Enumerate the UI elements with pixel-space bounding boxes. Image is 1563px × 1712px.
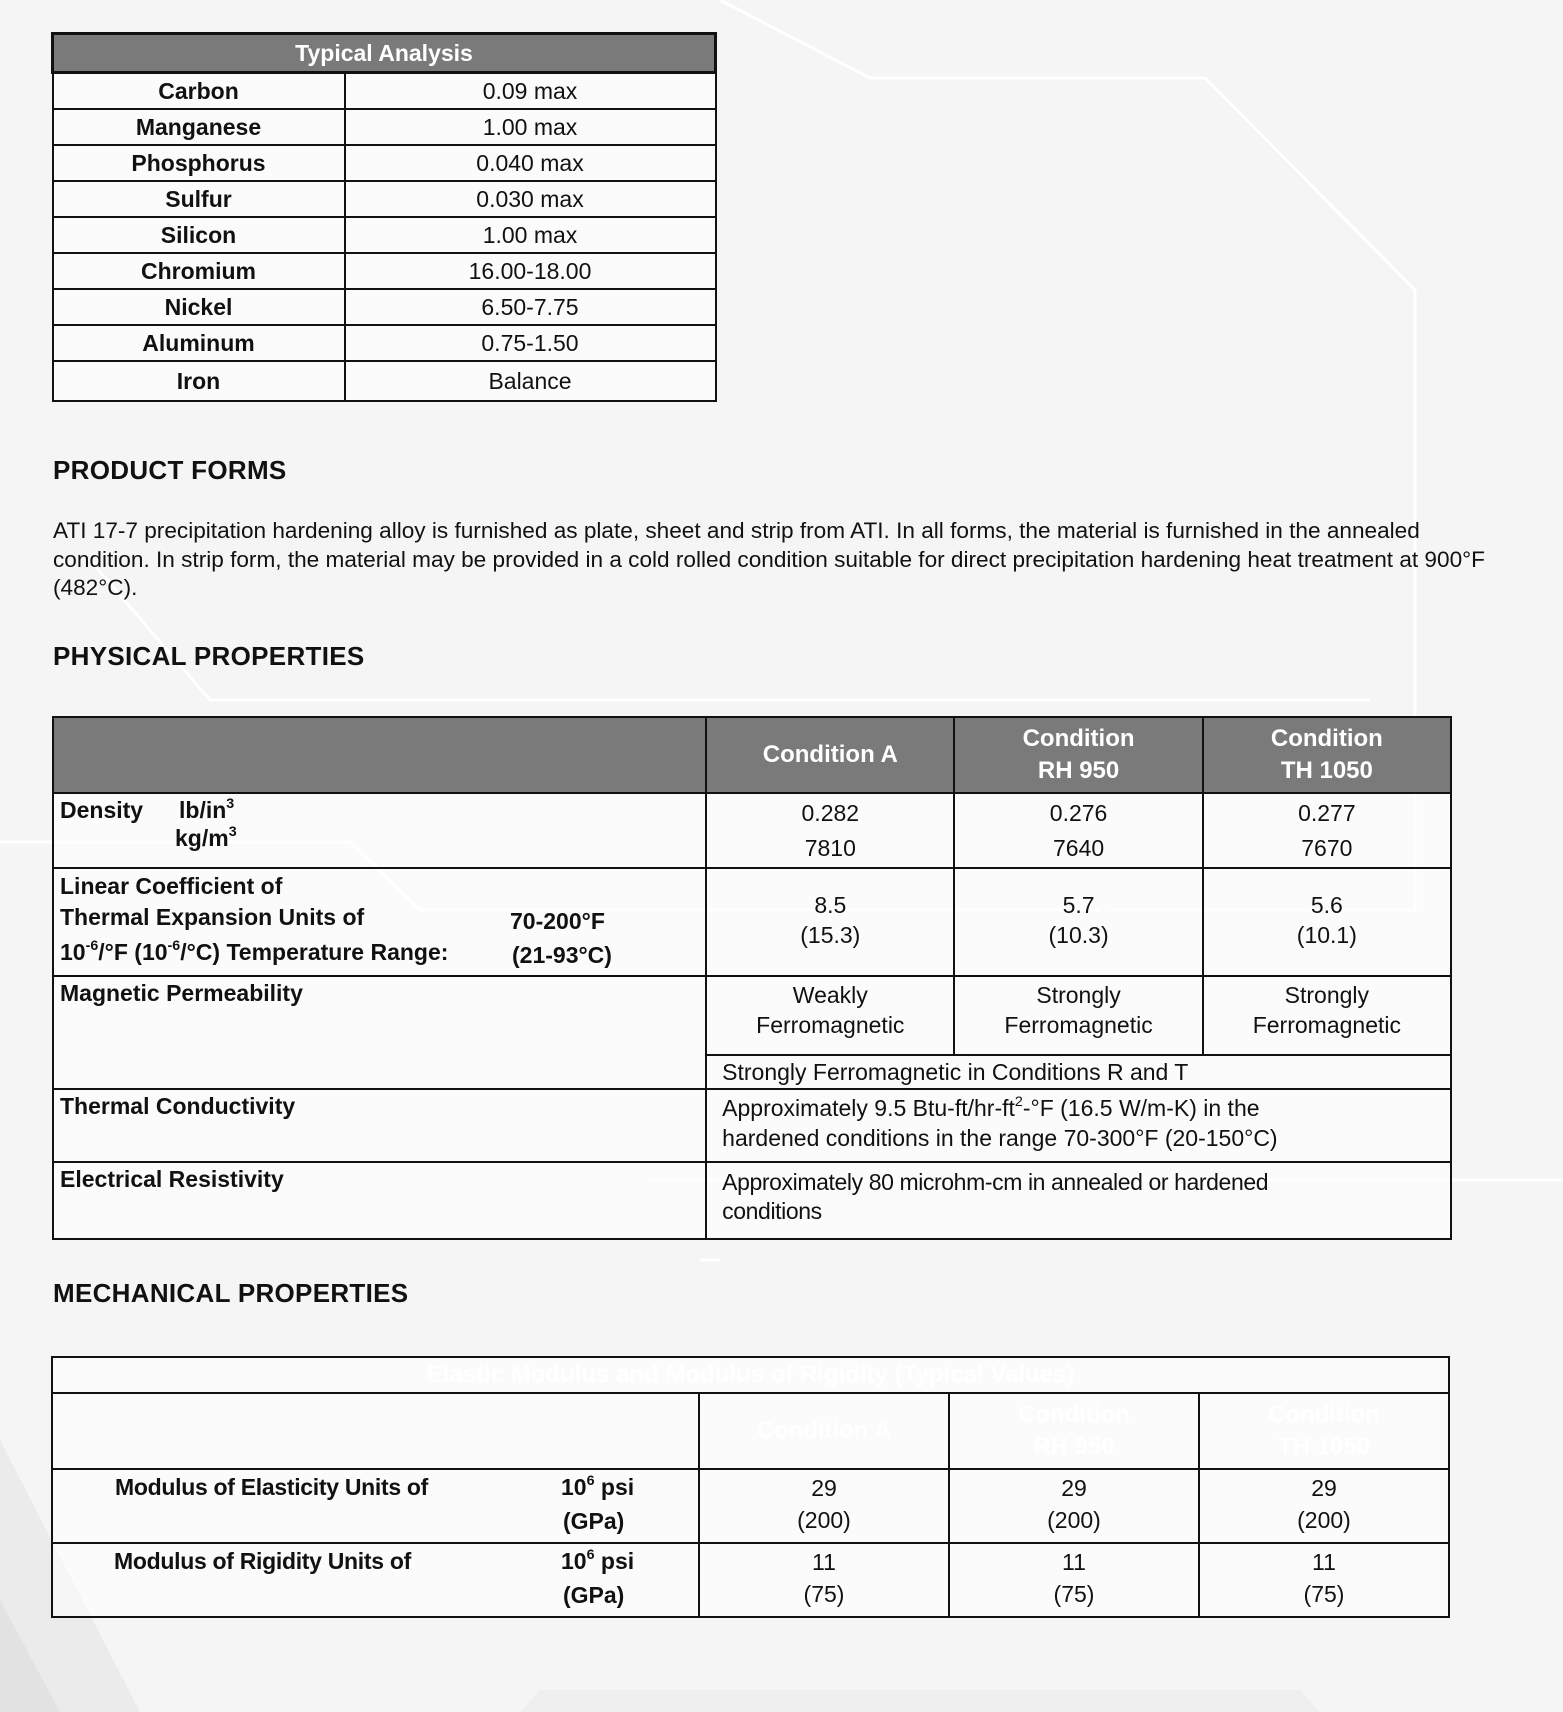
modulus-elasticity-unit: $10^6$ psi: [561, 1473, 635, 1500]
element-name: Aluminum: [53, 325, 345, 361]
density-value-cell: 0.282 7810: [706, 793, 954, 868]
modulus-elasticity-row: [52, 1469, 1449, 1543]
table-row: [53, 289, 716, 325]
modulus-rigidity-label: Modulus of Rigidity Units of: [114, 1548, 411, 1574]
magnetic-value-cell: Strongly Ferromagnetic: [954, 976, 1202, 1055]
modulus-rigidity-row: [52, 1543, 1449, 1617]
table-row: [53, 109, 716, 145]
product-forms-heading: PRODUCT FORMS: [53, 455, 287, 485]
column-header-rh950: Condition RH 950: [954, 717, 1202, 793]
element-value: 6.50-7.75: [345, 289, 716, 325]
modulus-rigidity-unit-gpa: (GPa): [563, 1582, 625, 1608]
table-row: [53, 361, 716, 401]
element-name: Manganese: [53, 109, 345, 145]
density-value-cell: 0.277 7670: [1203, 793, 1451, 868]
thermal-conductivity-label: Thermal Conductivity: [53, 1089, 706, 1162]
mechanical-properties-table: [51, 1356, 1450, 1618]
element-value: 0.040 max: [345, 145, 716, 181]
mechanical-properties-heading: MECHANICAL PROPERTIES: [53, 1278, 409, 1308]
electrical-resistivity-row: [53, 1162, 1451, 1239]
modulus-value-cell: 11 (75): [1199, 1543, 1449, 1617]
table-row: [53, 253, 716, 289]
thermal-expansion-label-cell: Linear Coefficient of Thermal Expansion Units of $10^{-6}/^\circ F$ $(10^{-6}/^\circ C)$ Temperature Range: 70-200°F (21-93°C): [53, 868, 706, 976]
magnetic-permeability-row: [53, 976, 1451, 1055]
modulus-value-cell: 29 (200): [699, 1469, 949, 1543]
header-blank-cell: [52, 1393, 699, 1469]
element-name: Silicon: [53, 217, 345, 253]
thermal-expansion-value-cell: 5.7 (10.3): [954, 868, 1202, 976]
element-value: Balance: [345, 361, 716, 401]
magnetic-value-cell: Weakly Ferromagnetic: [706, 976, 954, 1055]
thermal-expansion-value-cell: 5.6 (10.1): [1203, 868, 1451, 976]
table-row: [53, 325, 716, 361]
density-unit-imperial: $lb/in^3$: [179, 796, 235, 823]
physical-properties-heading: PHYSICAL PROPERTIES: [53, 641, 365, 671]
element-value: 1.00 max: [345, 217, 716, 253]
typical-analysis-table: [51, 32, 717, 402]
density-label-cell: [53, 793, 706, 868]
modulus-value-cell: 29 (200): [949, 1469, 1199, 1543]
thermal-expansion-unit: $10^{-6}/^\circ F$ $(10^{-6}/^\circ C)$ Temperature Range:: [60, 938, 449, 965]
element-value: 1.00 max: [345, 109, 716, 145]
table-row: [53, 73, 716, 110]
magnetic-value-cell: Strongly Ferromagnetic: [1203, 976, 1451, 1055]
column-header-th1050: Condition TH 1050: [1199, 1393, 1449, 1469]
modulus-elasticity-label: Modulus of Elasticity Units of: [115, 1474, 429, 1500]
column-header-condition-a: Condition A: [706, 717, 954, 793]
modulus-rigidity-unit: $10^6$ psi: [561, 1547, 635, 1574]
electrical-resistivity-value: Approximately 80 microhm-cm in annealed or hardened conditions: [706, 1162, 1451, 1239]
column-header-th1050: Condition TH 1050: [1203, 717, 1451, 793]
typical-analysis-title: Typical Analysis: [53, 34, 716, 73]
density-row: [53, 793, 1451, 868]
electrical-resistivity-label: Electrical Resistivity: [53, 1162, 706, 1239]
modulus-value-cell: 11 (75): [949, 1543, 1199, 1617]
product-forms-text: ATI 17-7 precipitation hardening alloy is furnished as plate, sheet and strip from ATI. In all forms, the material is furnished in the annealed condition. In strip form, the material may be provided in a cold rolled condition suitable for direct precipitation hardening heat treatment at 900°F (482°C).: [53, 518, 1485, 600]
header-blank-cell: [53, 717, 706, 793]
magnetic-permeability-label: Magnetic Permeability: [53, 976, 706, 1089]
physical-properties-table: [52, 716, 1452, 1240]
modulus-value-cell: 11 (75): [699, 1543, 949, 1617]
thermal-expansion-row: [53, 868, 1451, 976]
thermal-conductivity-value: Approximately 9.5 Btu-$ft/hr-ft^2-^\circ F$ (16.5 W/m-K) in the hardened conditions in the range 70-300°F (20-150°C): [706, 1089, 1451, 1162]
table-row: [53, 145, 716, 181]
temperature-range-f: 70-200°F: [510, 908, 605, 934]
element-value: 16.00-18.00: [345, 253, 716, 289]
density-value-cell: 0.276 7640: [954, 793, 1202, 868]
density-unit-metric: $kg/m^3$: [175, 824, 237, 851]
element-name: Phosphorus: [53, 145, 345, 181]
magnetic-note: Strongly Ferromagnetic in Conditions R and T: [706, 1055, 1451, 1089]
thermal-expansion-value-cell: 8.5 (15.3): [706, 868, 954, 976]
thermal-conductivity-row: [53, 1089, 1451, 1162]
element-name: Iron: [53, 361, 345, 401]
density-label: Density: [60, 797, 144, 823]
element-name: Nickel: [53, 289, 345, 325]
column-header-condition-a: Condition A: [699, 1393, 949, 1469]
table-row: [53, 217, 716, 253]
element-value: 0.030 max: [345, 181, 716, 217]
element-name: Carbon: [53, 73, 345, 110]
element-name: Sulfur: [53, 181, 345, 217]
column-header-rh950: Condition RH 950: [949, 1393, 1199, 1469]
element-value: 0.75-1.50: [345, 325, 716, 361]
modulus-value-cell: 29 (200): [1199, 1469, 1449, 1543]
modulus-rigidity-label-cell: [52, 1543, 699, 1617]
temperature-range-c: (21-93°C): [512, 942, 612, 968]
modulus-elasticity-label-cell: [52, 1469, 699, 1543]
element-name: Chromium: [53, 253, 345, 289]
element-value: 0.09 max: [345, 73, 716, 110]
modulus-elasticity-unit-gpa: (GPa): [563, 1508, 625, 1534]
elastic-modulus-table-title: Elastic Modulus and Modulus of Rigidity (Typical Values): [52, 1357, 1449, 1393]
table-row: [53, 181, 716, 217]
